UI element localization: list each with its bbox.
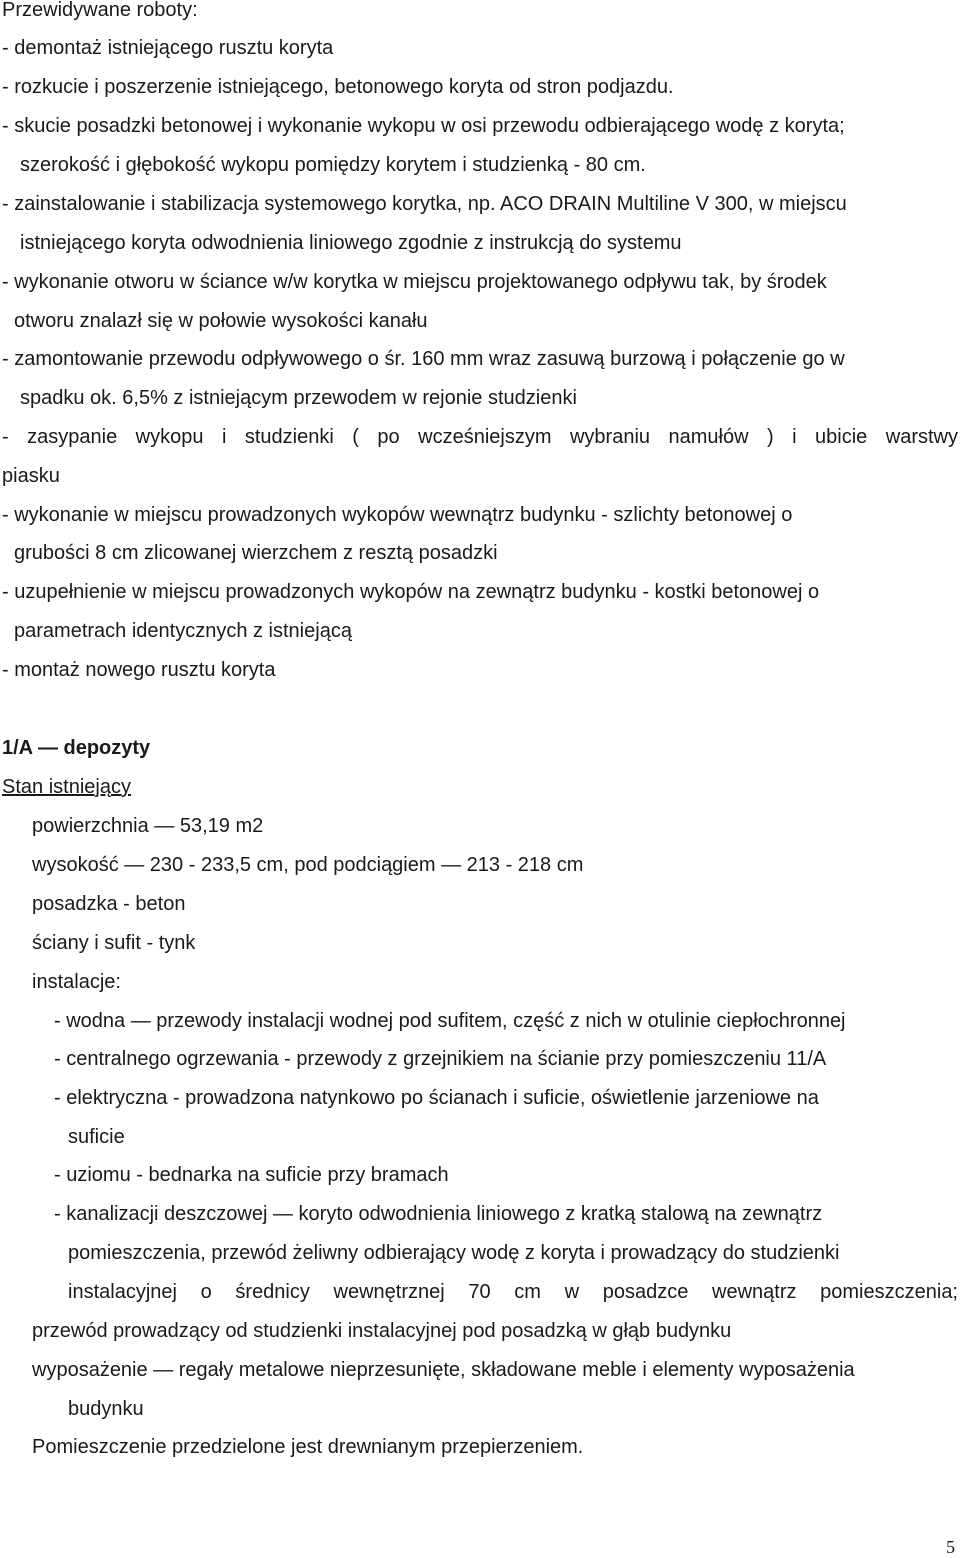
detail-line: wysokość — 230 - 233,5 cm, pod podciągiem — 213 - 218 cm (32, 854, 584, 876)
intro-line: - skucie posadzki betonowej i wykonanie wykopu w osi przewodu odbierającego wodę z koryta; (2, 115, 845, 137)
intro-line: - wykonanie w miejscu prowadzonych wykopów wewnątrz budynku - szlichty betonowej o (2, 504, 793, 526)
detail-line: powierzchnia — 53,19 m2 (32, 815, 264, 837)
detail-line: pomieszczenia, przewód żeliwny odbierający wodę z koryta i prowadzący do studzienki (68, 1242, 840, 1264)
intro-line: grubości 8 cm zlicowanej wierzchem z resztą posadzki (14, 542, 498, 564)
detail-line: suficie (68, 1126, 125, 1148)
intro-line: - zamontowanie przewodu odpływowego o śr. 160 mm wraz zasuwą burzową i połączenie go w (2, 348, 845, 370)
intro-line: - wykonanie otworu w ściance w/w korytka w miejscu projektowanego odpływu tak, by środek (2, 271, 827, 293)
intro-line: szerokość i głębokość wykopu pomiędzy korytem i studzienką - 80 cm. (20, 154, 646, 176)
page-number: 5 (946, 1537, 955, 1557)
intro-line: istniejącego koryta odwodnienia liniowego zgodnie z instrukcją do systemu (20, 232, 682, 254)
detail-line: budynku (68, 1398, 144, 1420)
detail-line: - centralnego ogrzewania - przewody z grzejnikiem na ścianie przy pomieszczeniu 11/A (54, 1048, 827, 1070)
detail-line: - uziomu - bednarka na suficie przy bramach (54, 1164, 449, 1186)
detail-line: - wodna — przewody instalacji wodnej pod sufitem, część z nich w otulinie ciepłochronnej (54, 1010, 846, 1032)
detail-line: wyposażenie — regały metalowe nieprzesunięte, składowane meble i elementy wyposażenia (32, 1359, 855, 1381)
detail-line: ściany i sufit - tynk (32, 932, 196, 954)
intro-line: - uzupełnienie w miejscu prowadzonych wykopów na zewnątrz budynku - kostki betonowej o (2, 581, 820, 603)
intro-heading: Przewidywane roboty: (2, 0, 198, 21)
section-title: 1/A — depozyty (2, 737, 151, 759)
intro-line: piasku (2, 465, 60, 487)
intro-line: - zasypanie wykopu i studzienki ( po wcześniejszym wybraniu namułów ) i ubicie warstwy (2, 426, 958, 448)
detail-line: przewód prowadzący od studzienki instalacyjnej pod posadzką w głąb budynku (32, 1320, 732, 1342)
intro-line: spadku ok. 6,5% z istniejącym przewodem w rejonie studzienki (20, 387, 577, 409)
intro-line: - rozkucie i poszerzenie istniejącego, betonowego koryta od stron podjazdu. (2, 76, 674, 98)
intro-line: - demontaż istniejącego rusztu koryta (2, 37, 334, 59)
intro-line: parametrach identycznych z istniejącą (14, 620, 352, 642)
intro-line: otworu znalazł się w połowie wysokości kanału (14, 310, 428, 332)
detail-line: - elektryczna - prowadzona natynkowo po ścianach i suficie, oświetlenie jarzeniowe na (54, 1087, 819, 1109)
detail-line: posadzka - beton (32, 893, 186, 915)
detail-line: - kanalizacji deszczowej — koryto odwodnienia liniowego z kratką stalową na zewnątrz (54, 1203, 823, 1225)
detail-line: instalacje: (32, 971, 121, 993)
intro-line: - montaż nowego rusztu koryta (2, 659, 276, 681)
section-subtitle: Stan istniejący (2, 776, 131, 798)
intro-line: - zainstalowanie i stabilizacja systemowego korytka, np. ACO DRAIN Multiline V 300, w miejscu (2, 193, 847, 215)
detail-line: instalacyjnej o średnicy wewnętrznej 70 cm w posadzce wewnątrz pomieszczenia; (68, 1281, 958, 1303)
detail-line: Pomieszczenie przedzielone jest drewnianym przepierzeniem. (32, 1436, 584, 1458)
